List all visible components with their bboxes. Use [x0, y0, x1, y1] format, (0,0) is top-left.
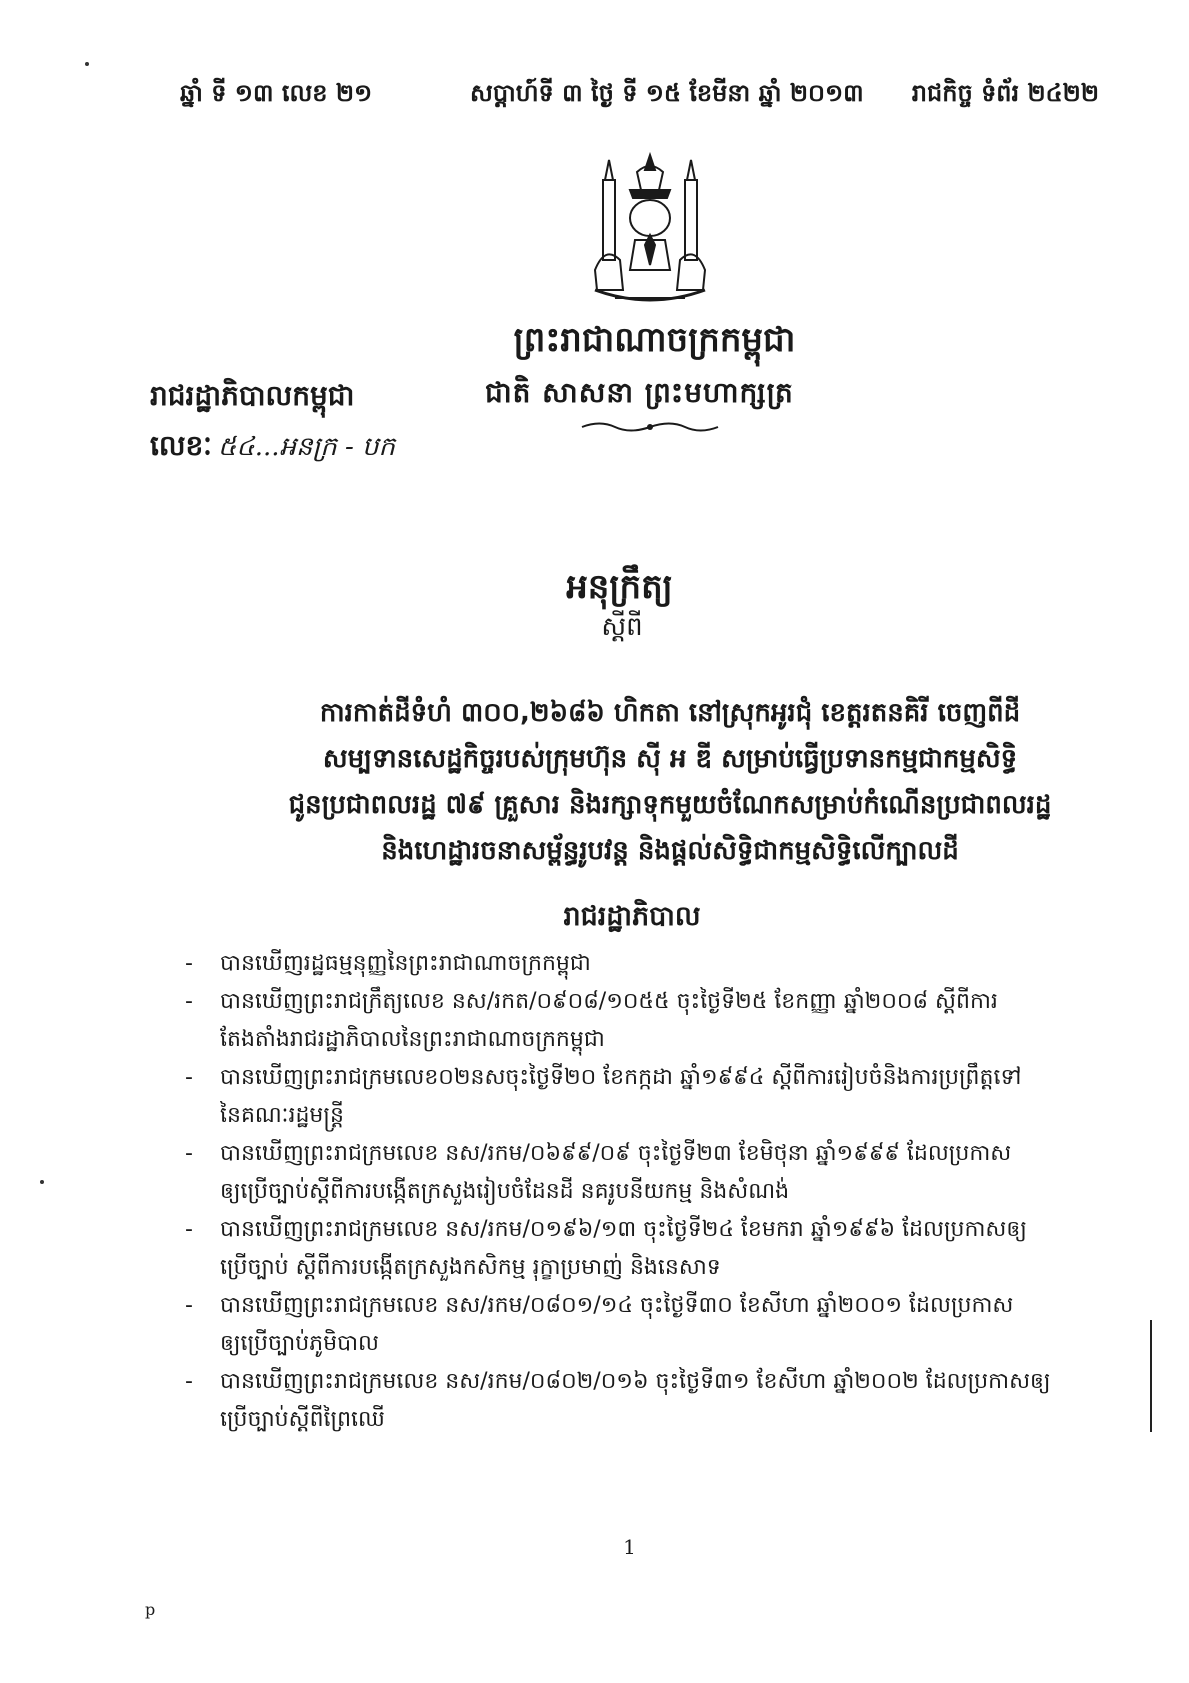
gazette-date: សប្តាហ៍ទី ៣ ថ្ងៃ ទី ១៥ ខែមីនា ឆ្នាំ ២០១៣	[470, 79, 864, 107]
consideration-item	[185, 1059, 1150, 1135]
reference-number	[150, 428, 395, 469]
consideration-line: បានឃើញព្រះរាជក្រមលេខ នស/រកម/០៨០១/១៤ ចុះថ្ងៃទី៣០ ខែសីហា ឆ្នាំ២០០១ ដែលប្រកាស	[220, 1293, 1014, 1318]
consideration-line: នៃគណៈរដ្ឋមន្ត្រី	[220, 1103, 344, 1128]
consideration-line: ប្រើច្បាប់ ស្តីពីការបង្កើតក្រសួងកសិកម្ម រុក្ខាប្រមាញ់ និងនេសាទ	[220, 1255, 721, 1280]
document-title	[195, 690, 1145, 874]
bullet-dash: -	[185, 1293, 193, 1318]
bullet-dash: -	[185, 1369, 193, 1394]
stray-mark: p	[145, 1600, 156, 1619]
government-name: រាជរដ្ឋាភិបាលកម្ពុជា	[150, 379, 355, 412]
consideration-line: បានឃើញព្រះរាជក្រមលេខ នស/រកម/០៦៩៩/០៩ ចុះថ្ងៃទី២៣ ខែមិថុនា ឆ្នាំ១៩៩៩ ដែលប្រកាស	[220, 1141, 1012, 1166]
consideration-line: បានឃើញព្រះរាជក្រឹត្យលេខ នស/រកត/០៩០៨/១០៥៥ ចុះថ្ងៃទី២៥ ខែកញ្ញា ឆ្នាំ២០០៨ ស្តីពីការ	[220, 989, 998, 1014]
consideration-line: បានឃើញព្រះរាជក្រមលេខ០២នសចុះថ្ងៃទី២០ ខែកក្កដា ឆ្នាំ១៩៩៤ ស្តីពីការរៀបចំនិងការប្រព្រឹត្តទៅ	[220, 1065, 1022, 1090]
consideration-line: ប្រើច្បាប់ស្តីពីព្រៃឈើ	[220, 1407, 385, 1432]
bullet-dash: -	[185, 989, 193, 1014]
government-heading: រាជរដ្ឋាភិបាល	[563, 901, 701, 932]
consideration-item	[185, 1211, 1150, 1287]
national-motto: ជាតិ សាសនា ព្រះមហាក្សត្រ	[485, 376, 794, 409]
gazette-issue: ឆ្នាំ ទី ១៣ លេខ ២១	[180, 79, 373, 107]
margin-line	[1150, 1320, 1152, 1432]
gazette-page: រាជកិច្ច ទំព័រ ២៤២២	[911, 79, 1099, 107]
royal-emblem-icon	[575, 150, 725, 310]
kingdom-name: ព្រះរាជាណាចក្រកម្ពុជា	[513, 320, 796, 360]
considerations-list	[185, 945, 1150, 1439]
consideration-line: បានឃើញរដ្ឋធម្មនុញ្ញនៃព្រះរាជាណាចក្រកម្ពុជា	[220, 951, 591, 976]
consideration-line: តែងតាំងរាជរដ្ឋាភិបាលនៃព្រះរាជាណាចក្រកម្ពុជា	[220, 1027, 605, 1052]
consideration-item	[185, 1287, 1150, 1363]
consideration-item	[185, 945, 1150, 983]
consideration-item	[185, 983, 1150, 1059]
title-line: ជូនប្រជាពលរដ្ឋ ៧៩ គ្រួសារ និងរក្សាទុកមួយចំណែកសម្រាប់កំណើនប្រជាពលរដ្ឋ	[288, 790, 1052, 820]
consideration-item	[185, 1135, 1150, 1211]
page-number: 1	[623, 1535, 636, 1559]
scan-speck	[85, 62, 89, 66]
bullet-dash: -	[185, 1065, 193, 1090]
reference-value: ៥៤...អនក្រ - បក	[217, 432, 396, 462]
gazette-header	[0, 78, 1189, 118]
bullet-dash: -	[185, 1217, 193, 1242]
bullet-dash: -	[185, 1141, 193, 1166]
consideration-line: ឲ្យប្រើច្បាប់ភូមិបាល	[220, 1331, 379, 1356]
document-about: ស្តីពី	[601, 612, 643, 642]
document-type: អនុក្រឹត្យ	[566, 567, 673, 607]
bullet-dash: -	[185, 951, 193, 976]
title-line: និងហេដ្ឋារចនាសម្ព័ន្ធរូបវន្ត និងផ្តល់សិទ្ធិជាកម្មសិទ្ធិលើក្បាលដី	[381, 836, 959, 866]
reference-label: លេខៈ	[150, 429, 212, 462]
consideration-line: ឲ្យប្រើច្បាប់ស្តីពីការបង្កើតក្រសួងរៀបចំដែនដី នគរូបនីយកម្ម និងសំណង់	[220, 1179, 790, 1204]
consideration-item	[185, 1363, 1150, 1439]
ornament-icon	[580, 420, 720, 434]
title-line: ការកាត់ដីទំហំ ៣០០,២៦៨៦ ហិកតា នៅស្រុកអូរជុំ ខេត្តរតនគិរី ចេញពីដី	[319, 698, 1021, 728]
consideration-line: បានឃើញព្រះរាជក្រមលេខ នស/រកម/០១៩៦/១៣ ចុះថ្ងៃទី២៤ ខែមករា ឆ្នាំ១៩៩៦ ដែលប្រកាសឲ្យ	[220, 1217, 1027, 1242]
scan-speck	[40, 1180, 44, 1184]
consideration-line: បានឃើញព្រះរាជក្រមលេខ នស/រកម/០៨០២/០១៦ ចុះថ្ងៃទី៣១ ខែសីហា ឆ្នាំ២០០២ ដែលប្រកាសឲ្យ	[220, 1369, 1051, 1394]
title-line: សម្បទានសេដ្ឋកិច្ចរបស់ក្រុមហ៊ុន ស៊ី អ ឌី សម្រាប់ធ្វើប្រទានកម្មជាកម្មសិទ្ធិ	[322, 744, 1018, 774]
